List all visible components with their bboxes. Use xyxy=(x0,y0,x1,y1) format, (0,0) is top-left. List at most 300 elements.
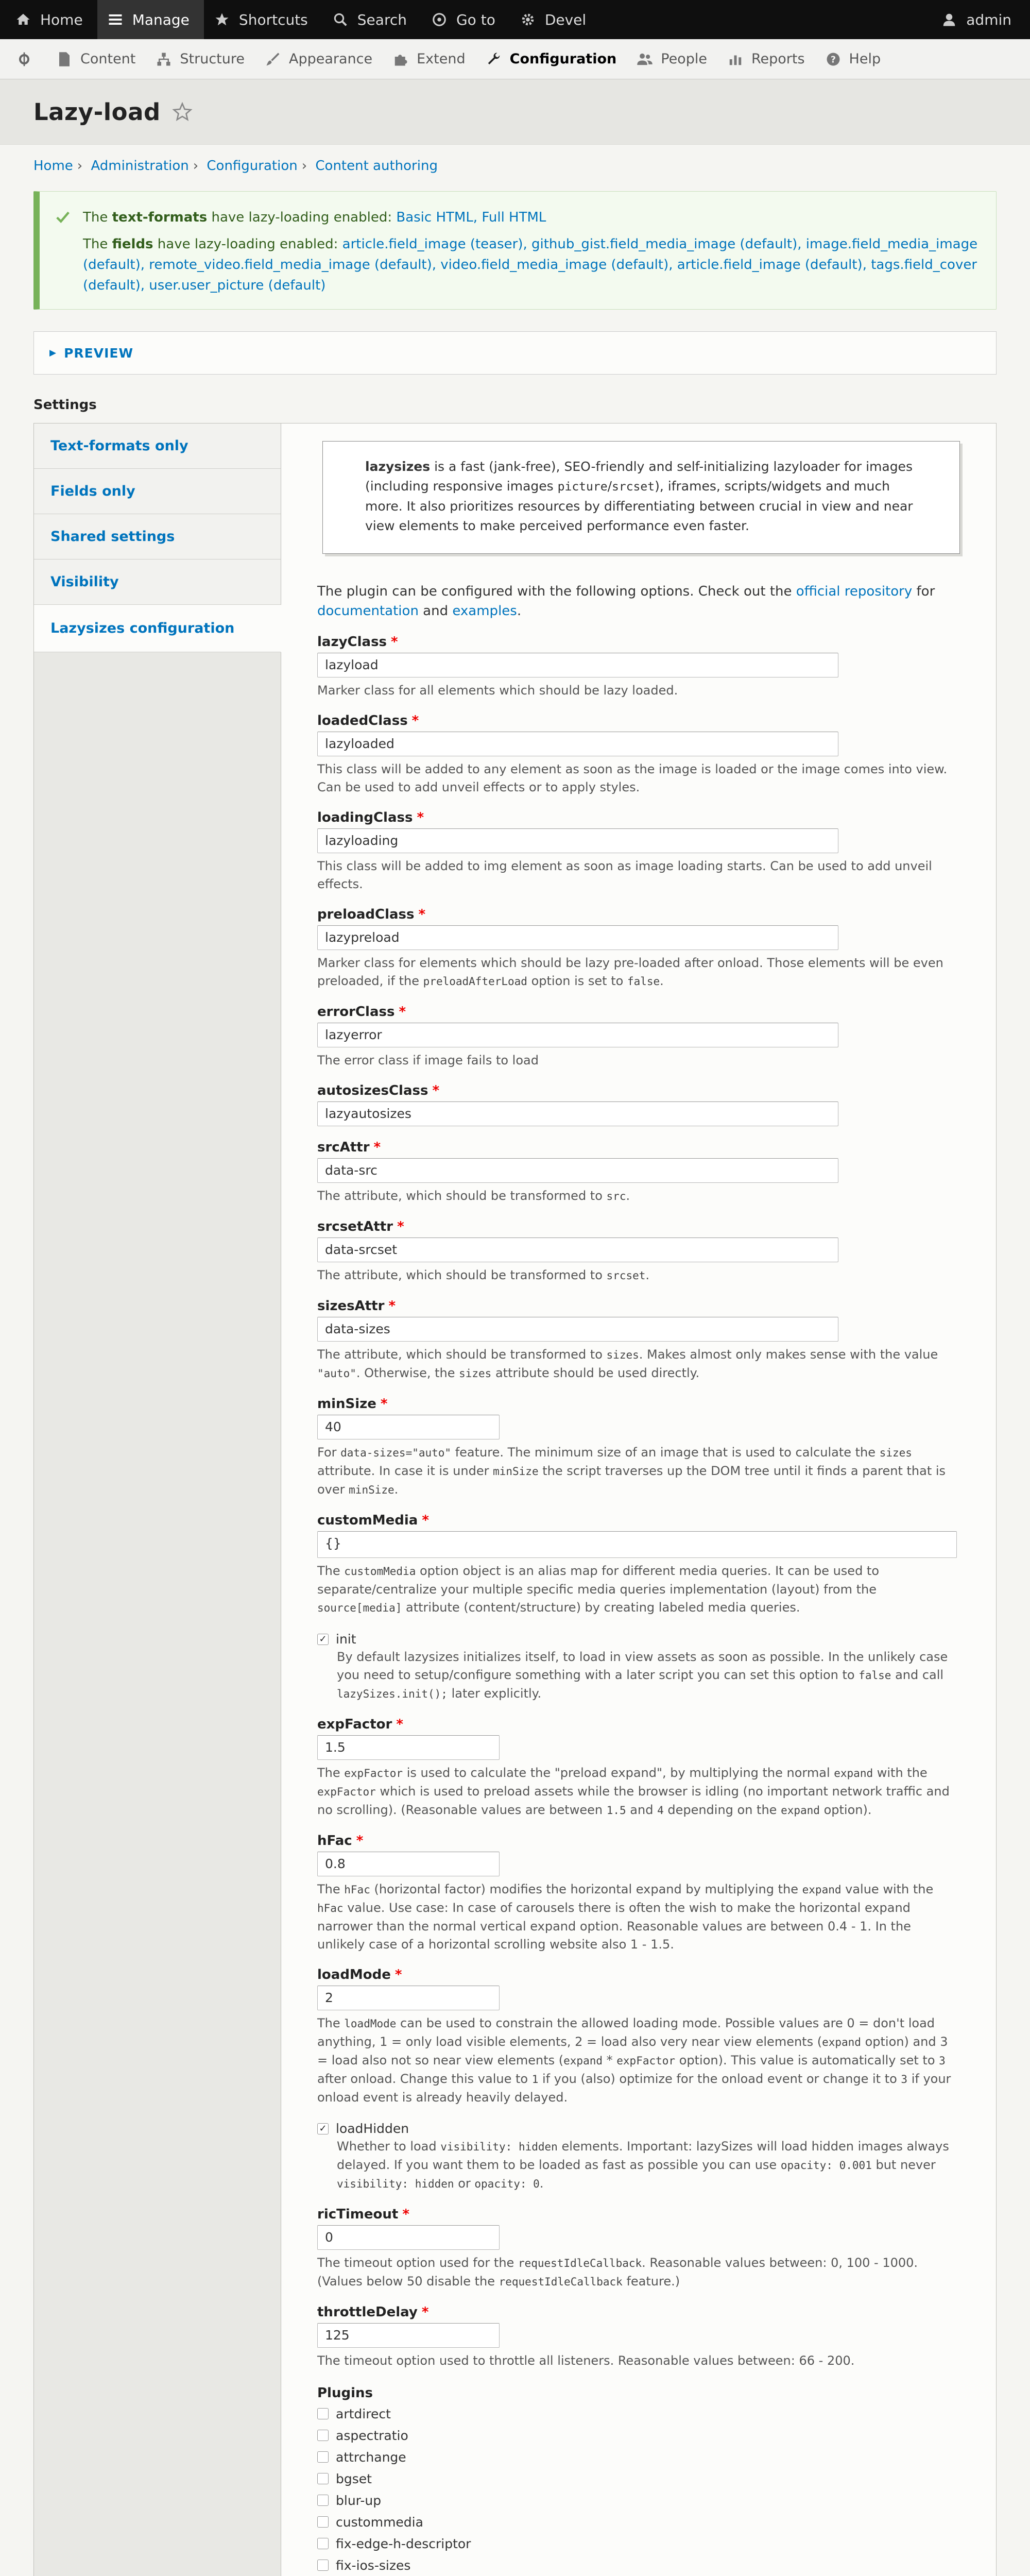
loadingclass-label-text: loadingClass xyxy=(317,810,413,825)
srcattr-label-text: srcAttr xyxy=(317,1140,370,1155)
desc-text: option). xyxy=(819,1803,872,1817)
fields-message xyxy=(83,234,981,296)
required-marker: * xyxy=(396,1717,403,1732)
desc-code: requestIdleCallback xyxy=(499,2276,623,2288)
loadedclass-description: This class will be added to any element as soon as the image is loaded or the image comes into view. Can be used to add unveil effects or to apply styles. xyxy=(317,762,948,794)
srcattr-label xyxy=(317,1140,960,1155)
plugin-checkbox[interactable] xyxy=(317,2473,329,2484)
plugins-heading: Plugins xyxy=(317,2385,373,2401)
desc-code: hFac xyxy=(344,1884,370,1896)
minsize-description xyxy=(317,1444,958,1499)
info-text: ), iframes, scripts/widgets and much more. It also prioritizes resources by differentiating between crucial in view and near view elements to make perceived performance even faster. xyxy=(365,479,913,533)
page-header xyxy=(0,79,1030,145)
desc-code: source[media] xyxy=(317,1602,402,1614)
desc-text: By default lazysizes initializes itself, to load in view assets as soon as possible. In the unlikely case you need to setup/configure something with a later script you can set this option to xyxy=(337,1650,948,1682)
desc-code: opacity: 0.001 xyxy=(780,2159,872,2172)
rictimeout-description xyxy=(317,2254,958,2291)
loadedclass-label xyxy=(317,713,960,728)
desc-code: expand xyxy=(802,1884,842,1896)
desc-text: can be used to constrain the allowed loading mode. Possible values are 0 = don't load anything, 1 = only load visible elements, 2 = load also very near view elements ( xyxy=(317,2016,935,2049)
errorclass-label-text: errorClass xyxy=(317,1004,395,1020)
toolbar-home[interactable] xyxy=(5,0,97,39)
desc-text: after onload. Change this value to xyxy=(317,2072,532,2086)
examples-link[interactable]: examples xyxy=(452,603,517,619)
lazysizes-info xyxy=(322,441,960,554)
custommedia-description xyxy=(317,1562,958,1617)
desc-text: Whether to load xyxy=(337,2139,441,2154)
msg-bold: text-formats xyxy=(112,210,208,225)
plugin-option xyxy=(317,2446,960,2468)
tray-content-label: Content xyxy=(80,51,136,67)
breadcrumb xyxy=(33,158,997,174)
star-icon xyxy=(213,11,231,28)
breadcrumb-separator: › xyxy=(301,158,307,174)
required-marker: * xyxy=(418,907,426,922)
desc-code: false xyxy=(627,975,660,988)
text-formats-message xyxy=(83,207,981,228)
home-icon xyxy=(14,11,32,28)
loadedclass-label-text: loadedClass xyxy=(317,713,408,728)
info-code: srcset xyxy=(612,480,655,494)
triangle-right-icon: ▶ xyxy=(49,348,57,358)
tab-shared-settings[interactable]: Shared settings xyxy=(34,514,281,560)
toolbar-shortcuts-label: Shortcuts xyxy=(238,11,308,28)
intro-part: and xyxy=(418,603,453,619)
desc-code: hFac xyxy=(317,1902,344,1914)
expfactor-description xyxy=(317,1764,958,1820)
lazyclass-input[interactable]: lazyload xyxy=(317,653,838,677)
required-marker: * xyxy=(391,634,398,650)
field-loadingclass xyxy=(317,810,960,893)
required-marker: * xyxy=(397,1219,404,1234)
desc-text: For xyxy=(317,1445,341,1460)
desc-text: The xyxy=(317,2016,345,2030)
desc-text: . xyxy=(645,1268,650,1282)
required-marker: * xyxy=(373,1140,381,1155)
toolbar-manage[interactable] xyxy=(97,0,204,39)
intro-part: The plugin can be configured with the following options. Check out the xyxy=(317,584,796,599)
tray-people[interactable] xyxy=(630,39,720,79)
tray-reports[interactable] xyxy=(720,39,818,79)
plugin-option xyxy=(317,2554,960,2576)
tray-configuration[interactable] xyxy=(479,39,630,79)
sizesattr-label xyxy=(317,1298,960,1314)
lazyclass-label xyxy=(317,634,960,650)
page-title: Lazy-load xyxy=(33,98,161,126)
init-label: init xyxy=(336,1632,356,1647)
init-checkbox[interactable] xyxy=(317,1634,329,1645)
preloadclass-label xyxy=(317,907,960,922)
desc-text: . xyxy=(394,1482,399,1497)
required-marker: * xyxy=(432,1083,440,1098)
loadhidden-checkbox-row xyxy=(317,2120,960,2138)
loadedclass-input[interactable]: lazyloaded xyxy=(317,732,838,756)
desc-text: which is used to preload assets while the browser is idling (no important network traffic and no scrolling). (Reasonable values are between xyxy=(317,1784,950,1817)
srcattr-input[interactable]: data-src xyxy=(317,1158,838,1183)
desc-text: is used to calculate the "preload expand", by multiplying the normal xyxy=(403,1766,834,1780)
document-icon xyxy=(56,50,73,68)
desc-text: with the xyxy=(873,1766,928,1780)
intro-text xyxy=(317,582,960,621)
errorclass-input[interactable]: lazyerror xyxy=(317,1023,838,1047)
expfactor-label-text: expFactor xyxy=(317,1717,392,1732)
desc-text: and call xyxy=(891,1668,944,1682)
desc-code: sizes xyxy=(879,1447,912,1459)
vertical-tabs-menu xyxy=(34,423,281,2576)
hfac-description xyxy=(317,1880,958,1954)
vertical-tabs xyxy=(33,423,997,2576)
plugin-checkbox[interactable] xyxy=(317,2560,329,2571)
plugin-label: aspectratio xyxy=(336,2428,408,2443)
breadcrumb-separator: › xyxy=(193,158,199,174)
required-marker: * xyxy=(411,713,419,728)
custommedia-textarea[interactable]: {} xyxy=(317,1531,957,1558)
breadcrumb-separator: › xyxy=(77,158,83,174)
lazyclass-label-text: lazyClass xyxy=(317,634,387,650)
shortcut-star-icon[interactable] xyxy=(172,101,193,122)
tray-help-label: Help xyxy=(849,51,881,67)
toolbar-goto-label: Go to xyxy=(456,11,495,28)
loadmode-label xyxy=(317,1967,960,1982)
desc-text: depending on the xyxy=(663,1803,781,1817)
status-message-row xyxy=(55,207,981,296)
plugin-label: fix-ios-sizes xyxy=(336,2557,411,2573)
desc-code: expand xyxy=(834,1767,873,1780)
desc-text: . xyxy=(626,1189,630,1203)
people-icon xyxy=(636,50,654,68)
desc-code: 4 xyxy=(657,1804,664,1817)
info-bold: lazysizes xyxy=(365,459,431,474)
errorclass-label xyxy=(317,1004,960,1020)
preview-label: PREVIEW xyxy=(64,345,134,361)
documentation-link[interactable]: documentation xyxy=(317,603,419,619)
desc-code: lazySizes.init(); xyxy=(337,1688,448,1700)
preloadclass-label-text: preloadClass xyxy=(317,907,415,922)
hfac-input[interactable]: 0.8 xyxy=(317,1852,500,1876)
plugins-list xyxy=(317,2403,960,2576)
lazyclass-description: Marker class for all elements which should be lazy loaded. xyxy=(317,683,678,698)
breadcrumb-home[interactable]: Home xyxy=(33,158,73,174)
sizesattr-description xyxy=(317,1346,958,1383)
tray-people-label: People xyxy=(661,51,707,67)
required-marker: * xyxy=(356,1833,364,1849)
desc-code: "auto" xyxy=(317,1367,356,1380)
intro-part: . xyxy=(517,603,522,619)
admin-toolbar xyxy=(0,0,1030,39)
preloadclass-description xyxy=(317,954,958,991)
preloadclass-input[interactable]: lazypreload xyxy=(317,925,838,950)
field-rictimeout xyxy=(317,2207,960,2291)
desc-text: The attribute, which should be transformed to xyxy=(317,1268,607,1282)
text-formats-links[interactable]: Basic HTML, Full HTML xyxy=(396,210,546,225)
info-text: is a fast (jank-free), SEO-friendly and self-initializing lazyloader for images (including responsive images xyxy=(365,459,913,494)
plugin-checkbox[interactable] xyxy=(317,2451,329,2463)
preview-details[interactable] xyxy=(33,331,997,375)
desc-code: 1.5 xyxy=(606,1804,626,1817)
info-code: picture xyxy=(557,480,608,494)
desc-code: expand xyxy=(822,2036,861,2048)
loadmode-input[interactable]: 2 xyxy=(317,1986,500,2010)
tray-configuration-label: Configuration xyxy=(509,51,617,67)
desc-text: attribute (content/structure) by creating labeled media queries. xyxy=(402,1600,800,1615)
help-icon xyxy=(825,50,842,68)
errorclass-description: The error class if image fails to load xyxy=(317,1053,539,1067)
desc-text: attribute should be used directly. xyxy=(491,1366,700,1380)
toolbar-shortcuts[interactable] xyxy=(204,0,322,39)
throttledelay-label-text: throttleDelay xyxy=(317,2304,418,2320)
collapse-icon xyxy=(15,50,33,68)
desc-text: value with the xyxy=(841,1882,934,1896)
custommedia-label-text: customMedia xyxy=(317,1513,418,1528)
required-marker: * xyxy=(399,1004,406,1020)
desc-text: The attribute, which should be transformed to xyxy=(317,1189,607,1203)
desc-text: if your onload event is already heavily delayed. xyxy=(317,2072,951,2105)
msg-text: The xyxy=(83,210,112,225)
autosizesclass-label-text: autosizesClass xyxy=(317,1083,428,1098)
toolbar-search[interactable] xyxy=(322,0,421,39)
srcsetattr-label xyxy=(317,1219,960,1234)
tray-structure-label: Structure xyxy=(180,51,245,67)
toolbar-devel[interactable] xyxy=(510,0,600,39)
msg-text: have lazy-loading enabled: xyxy=(207,210,397,225)
field-loadmode xyxy=(317,1967,960,2107)
field-throttledelay xyxy=(317,2304,960,2370)
throttledelay-input[interactable]: 125 xyxy=(317,2323,500,2348)
desc-code: 3 xyxy=(939,2055,946,2067)
desc-code: minSize xyxy=(493,1465,539,1478)
srcattr-description xyxy=(317,1187,958,1206)
desc-text: option). This value is automatically set to xyxy=(675,2053,939,2067)
desc-text: * xyxy=(603,2053,617,2067)
toolbar-user[interactable] xyxy=(931,0,1030,39)
desc-code: 3 xyxy=(901,2073,908,2086)
admin-tray xyxy=(0,39,1030,79)
structure-icon xyxy=(155,50,173,68)
desc-text: but never xyxy=(871,2158,936,2172)
desc-code: sizes xyxy=(459,1367,492,1380)
desc-code: data-sizes="auto" xyxy=(340,1447,452,1459)
sizesattr-input[interactable]: data-sizes xyxy=(317,1317,838,1342)
srcsetattr-input[interactable]: data-srcset xyxy=(317,1238,838,1262)
loadhidden-checkbox[interactable] xyxy=(317,2123,329,2134)
plugin-checkbox[interactable] xyxy=(317,2516,329,2528)
minsize-input[interactable]: 40 xyxy=(317,1415,500,1439)
desc-text: The xyxy=(317,1766,345,1780)
desc-text: . xyxy=(539,2176,544,2191)
toolbar-goto[interactable] xyxy=(421,0,510,39)
status-message xyxy=(33,191,997,310)
desc-text: feature. The minimum size of an image that is used to calculate the xyxy=(451,1445,880,1460)
minsize-label-text: minSize xyxy=(317,1396,376,1412)
intro-part: for xyxy=(912,584,935,599)
desc-code: srcset xyxy=(606,1269,646,1282)
desc-code: opacity: 0 xyxy=(474,2178,540,2190)
rictimeout-label-text: ricTimeout xyxy=(317,2207,399,2222)
chart-icon xyxy=(727,50,744,68)
tray-reports-label: Reports xyxy=(751,51,805,67)
desc-text: if you (also) optimize for the onload event or change it to xyxy=(538,2072,901,2086)
desc-text: option is set to xyxy=(527,974,627,988)
fields-links[interactable]: article.field_image (teaser), github_gist.field_media_image (default), image.field_media_image (default), remote_video.field_media_image (default), video.field_media_image (default), article.field_image (default), tags.field_cover (default), user.user_picture (default) xyxy=(83,236,978,293)
rictimeout-label xyxy=(317,2207,960,2222)
plugin-label: attrchange xyxy=(336,2449,406,2465)
tray-appearance-label: Appearance xyxy=(289,51,373,67)
rictimeout-input[interactable]: 0 xyxy=(317,2225,500,2250)
check-icon xyxy=(55,207,73,296)
tray-structure[interactable] xyxy=(149,39,258,79)
msg-text: The xyxy=(83,236,112,252)
search-icon xyxy=(332,11,349,28)
breadcrumb-content-authoring[interactable]: Content authoring xyxy=(315,158,438,174)
desc-code: expand xyxy=(563,2055,603,2067)
tray-collapse[interactable] xyxy=(9,39,49,79)
desc-code: expFactor xyxy=(317,1786,376,1798)
desc-text: and xyxy=(626,1803,658,1817)
required-marker: * xyxy=(421,2304,429,2320)
breadcrumb-administration[interactable]: Administration xyxy=(91,158,189,174)
tab-fields-only[interactable]: Fields only xyxy=(34,469,281,514)
lazysizes-panel xyxy=(281,423,996,2576)
desc-text: The xyxy=(317,1882,345,1896)
init-description xyxy=(337,1648,958,1703)
plugin-checkbox[interactable] xyxy=(317,2538,329,2549)
toolbar-manage-label: Manage xyxy=(132,11,190,28)
plugin-label: custommedia xyxy=(336,2514,423,2530)
plugin-option xyxy=(317,2511,960,2533)
plugin-option xyxy=(317,2533,960,2554)
desc-code: expFactor xyxy=(344,1767,403,1780)
field-loadedclass xyxy=(317,713,960,796)
loadhidden-description xyxy=(337,2138,958,2193)
custommedia-label xyxy=(317,1513,960,1528)
throttledelay-description: The timeout option used to throttle all listeners. Reasonable values between: 66 - 200. xyxy=(317,2353,855,2368)
field-srcsetattr xyxy=(317,1219,960,1285)
goto-icon xyxy=(431,11,448,28)
tray-extend[interactable] xyxy=(386,39,479,79)
desc-text: later explicitly. xyxy=(447,1686,542,1701)
tray-extend-label: Extend xyxy=(417,51,466,67)
loadingclass-description: This class will be added to img element as soon as image loading starts. Can be used to add unveil effects. xyxy=(317,859,932,891)
minsize-label xyxy=(317,1396,960,1412)
desc-text: Marker class for elements which should be lazy pre-loaded after onload. Those elements will be even preloaded, if the xyxy=(317,956,943,988)
hfac-label xyxy=(317,1833,960,1849)
field-preloadclass xyxy=(317,907,960,991)
toolbar-home-label: Home xyxy=(40,11,83,28)
field-errorclass xyxy=(317,1004,960,1070)
loadhidden-label: loadHidden xyxy=(336,2121,409,2136)
required-marker: * xyxy=(417,810,424,825)
desc-text: option) and 3 = load also not so near view elements ( xyxy=(317,2035,948,2067)
srcsetattr-description xyxy=(317,1266,958,1285)
desc-text: The xyxy=(317,1564,345,1578)
gear-icon xyxy=(519,11,537,28)
tab-visibility[interactable]: Visibility xyxy=(34,560,281,605)
desc-text: . Makes almost only makes sense with the value xyxy=(639,1347,938,1362)
plugin-option xyxy=(317,2468,960,2489)
required-marker: * xyxy=(394,1967,402,1982)
desc-text: . Reasonable values between: 0, 100 - 1000. (Values below 50 disable the xyxy=(317,2256,918,2289)
desc-text: feature.) xyxy=(622,2274,680,2289)
desc-text: The timeout option used for the xyxy=(317,2256,518,2270)
plugin-checkbox[interactable] xyxy=(317,2495,329,2506)
desc-code: minSize xyxy=(349,1484,394,1496)
tray-help[interactable] xyxy=(818,39,895,79)
tray-appearance[interactable] xyxy=(258,39,386,79)
toolbar-devel-label: Devel xyxy=(544,11,587,28)
desc-code: visibility: hidden xyxy=(440,2141,558,2153)
tab-lazysizes-configuration[interactable]: Lazysizes configuration xyxy=(34,605,281,652)
desc-text: . Otherwise, the xyxy=(356,1366,459,1380)
plugin-option xyxy=(317,2403,960,2425)
sizesattr-label-text: sizesAttr xyxy=(317,1298,385,1314)
settings-heading: Settings xyxy=(33,397,97,413)
desc-text: option object is an alias map for different media queries. It can be used to separate/centralize your multiple specific media queries implementation (layout) from the xyxy=(317,1564,880,1597)
required-marker: * xyxy=(380,1396,388,1412)
desc-text: elements. Important: lazySizes will load hidden images always delayed. If you want them to be loaded as fast as possible you can use xyxy=(337,2139,949,2172)
loadmode-description xyxy=(317,2014,958,2107)
field-expfactor xyxy=(317,1717,960,1820)
hfac-label-text: hFac xyxy=(317,1833,352,1849)
field-lazyclass xyxy=(317,634,960,700)
init-checkbox-row xyxy=(317,1631,960,1648)
tray-content[interactable] xyxy=(49,39,149,79)
srcsetattr-label-text: srcsetAttr xyxy=(317,1219,393,1234)
desc-code: expand xyxy=(781,1804,820,1817)
desc-code: loadMode xyxy=(344,2018,397,2030)
desc-text: the script traverses up the DOM tree until it finds a parent that is over xyxy=(317,1464,946,1497)
desc-code: customMedia xyxy=(344,1565,416,1578)
desc-text: (horizontal factor) modifies the horizontal expand by multiplying the xyxy=(370,1882,802,1896)
desc-text: . xyxy=(660,974,664,988)
plugin-label: artdirect xyxy=(336,2406,391,2421)
field-hfac xyxy=(317,1833,960,1954)
info-text: / xyxy=(607,479,612,494)
official-repository-link[interactable]: official repository xyxy=(796,584,913,599)
plugin-label: bgset xyxy=(336,2471,372,2486)
field-minsize xyxy=(317,1396,960,1499)
desc-code: false xyxy=(859,1669,891,1682)
breadcrumb-configuration[interactable]: Configuration xyxy=(207,158,298,174)
desc-code: visibility: hidden xyxy=(337,2178,454,2190)
desc-text: value. Use case: In case of carousels there is often the wish to make the horizontal expand narrower than the normal vertical expand option. Reasonable values are between 0.4 - 1. In the unlikely case of a horizontal scrolling website also 1 - 1.5. xyxy=(317,1901,911,1952)
desc-code: 1 xyxy=(531,2073,539,2086)
desc-text: The attribute, which should be transformed to xyxy=(317,1347,607,1362)
loadingclass-input[interactable]: lazyloading xyxy=(317,828,838,853)
toolbar-search-label: Search xyxy=(357,11,407,28)
puzzle-icon xyxy=(392,50,409,68)
main-content xyxy=(0,158,1030,2576)
plugin-checkbox[interactable] xyxy=(317,2408,329,2419)
msg-bold: fields xyxy=(112,236,153,252)
expfactor-input[interactable]: 1.5 xyxy=(317,1735,500,1760)
expfactor-label xyxy=(317,1717,960,1732)
field-srcattr xyxy=(317,1140,960,1206)
plugin-label: blur-up xyxy=(336,2493,382,2508)
desc-code: expFactor xyxy=(616,2055,676,2067)
field-sizesattr xyxy=(317,1298,960,1383)
tab-text-formats-only[interactable]: Text-formats only xyxy=(34,423,281,469)
required-marker: * xyxy=(422,1513,429,1528)
desc-code: requestIdleCallback xyxy=(518,2257,642,2269)
loadmode-label-text: loadMode xyxy=(317,1967,391,1982)
plugin-checkbox[interactable] xyxy=(317,2430,329,2441)
user-icon xyxy=(940,11,958,28)
autosizesclass-input[interactable]: lazyautosizes xyxy=(317,1101,838,1126)
plugin-label: fix-edge-h-descriptor xyxy=(336,2536,471,2551)
autosizesclass-label xyxy=(317,1083,960,1098)
throttledelay-label xyxy=(317,2304,960,2320)
svg-text:?: ? xyxy=(830,54,836,65)
